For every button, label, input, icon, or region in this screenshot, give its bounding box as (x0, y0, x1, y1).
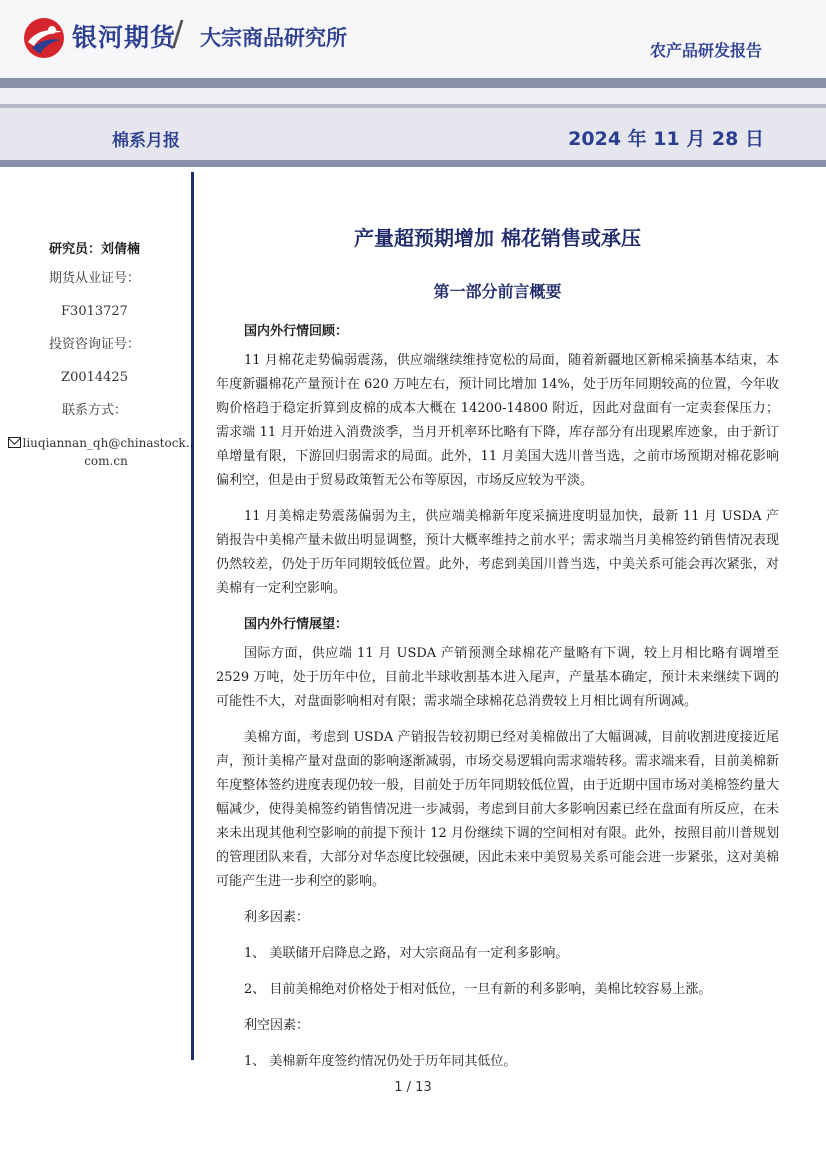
galaxy-logo-icon (22, 16, 66, 60)
advisory-cert-number: Z0014425 (61, 370, 128, 385)
contact-email[interactable] (0, 434, 189, 470)
bullish-factors-label: 利多因素： (244, 910, 310, 925)
futures-cert-number: F3013727 (61, 304, 128, 319)
header-stripe (0, 78, 826, 88)
bullish-factor-2: 2、 目前美棉绝对价格处于相对低位，一旦有新的利多影响，美棉比较容易上涨。 (244, 982, 712, 997)
email-line-2: com.cn (84, 454, 128, 468)
report-type: 农产品研发报告 (649, 41, 762, 60)
page-title: 产量超预期增加 棉花销售或承压 (354, 226, 641, 250)
email-line-1: liuqiannan_qh@chinastock. (22, 436, 190, 450)
advisory-cert-label: 投资咨询证号： (48, 337, 140, 352)
report-date: 2024 年 11 月 28 日 (568, 128, 764, 150)
bearish-factor-1: 1、 美棉新年度签约情况仍处于历年同其低位。 (244, 1054, 517, 1069)
futures-cert-label: 期货从业证号： (48, 271, 140, 286)
contact-label: 联系方式： (61, 403, 127, 418)
page-number: 1 / 13 (394, 1080, 432, 1095)
section-title: 第一部分前言概要 (433, 282, 562, 301)
outlook-paragraph-1: 国际方面，供应端 11 月 USDA 产销预测全球棉花产量略有下调，较上月相比略有调增至 2529 万吨，处于历年中位，目前北半球收割基本进入尾声，产量基本确定，预计未来继续下调的可能性不大，对盘面影响相对有限；需求端全球棉花总消费较上月相比调有所调减。 (216, 646, 779, 709)
analyst-name: 研究员：刘倩楠 (48, 242, 140, 257)
analyst-sidebar (0, 238, 189, 470)
outlook-paragraph-2: 美棉方面，考虑到 USDA 产销报告较初期已经对美棉做出了大幅调减，目前收割进度接近尾声，预计美棉产量对盘面的影响逐渐减弱，市场交易逻辑向需求端转移。需求端来看，目前美棉新年度整体签约进度表现仍较一般，目前处于历年同期较低位置，由于近期中国市场对美棉签约量大幅减少，使得美棉签约销售情况进一步减弱，考虑到目前大多影响因素已经在盘面有所反应，在未来未出现其他利空影响的前提下预计 12 月份继续下调的空间相对有限。此外，按照目前川普规划的管理团队来看，大部分对华态度比较强硬，因此未来中美贸易关系可能会进一步紧张，这对美棉可能产生进一步利空的影响。 (216, 730, 779, 889)
department-name: 大宗商品研究所 (200, 26, 347, 50)
main-content (216, 222, 779, 1086)
column-divider (191, 172, 194, 1060)
bearish-factors-label: 利空因素： (244, 1018, 310, 1033)
header-stripe-light (0, 88, 826, 104)
brand-separator: / (172, 14, 184, 54)
review-paragraph-2: 11 月美棉走势震荡偏弱为主，供应端美棉新年度采摘进度明显加快，最新 11 月 USDA 产销报告中美棉产量未做出明显调整，预计大概率维持之前水平；需求端当月美棉签约销售情况表现仍然较差，仍处于历年同期较低位置。此外，考虑到美国川普当选，中美关系可能会再次紧张，对美棉有一定利空影响。 (216, 509, 779, 596)
email-text[interactable] (23, 434, 190, 470)
brand-name: 银河期货 (72, 23, 177, 52)
outlook-heading: 国内外行情展望： (244, 617, 349, 632)
review-paragraph-1: 11 月棉花走势偏弱震荡，供应端继续维持宽松的局面，随着新疆地区新棉采摘基本结束，本年度新疆棉花产量预计在 620 万吨左右，预计同比增加 14%，处于历年同期较高的位置，今年收购价格趋于稳定折算到皮棉的成本大概在 14200-14800 附近，因此对盘面有一定卖套保压力；需求端 11 月开始进入消费淡季，当月开机率环比略有下降，库存部分有出现累库迹象，由于新订单增量有限，下游回归弱需求的局面。此外，11 月美国大选川普当选，之前市场预期对棉花影响偏利空，但是由于贸易政策暂无公布等原因，市场反应较为平淡。 (216, 353, 779, 488)
report-series: 棉系月报 (112, 131, 180, 151)
review-heading: 国内外行情回顾： (244, 324, 349, 339)
bullish-factor-1: 1、 美联储开启降息之路，对大宗商品有一定利多影响。 (244, 946, 569, 961)
mail-icon (8, 437, 21, 448)
title-band-stripe (0, 160, 826, 167)
